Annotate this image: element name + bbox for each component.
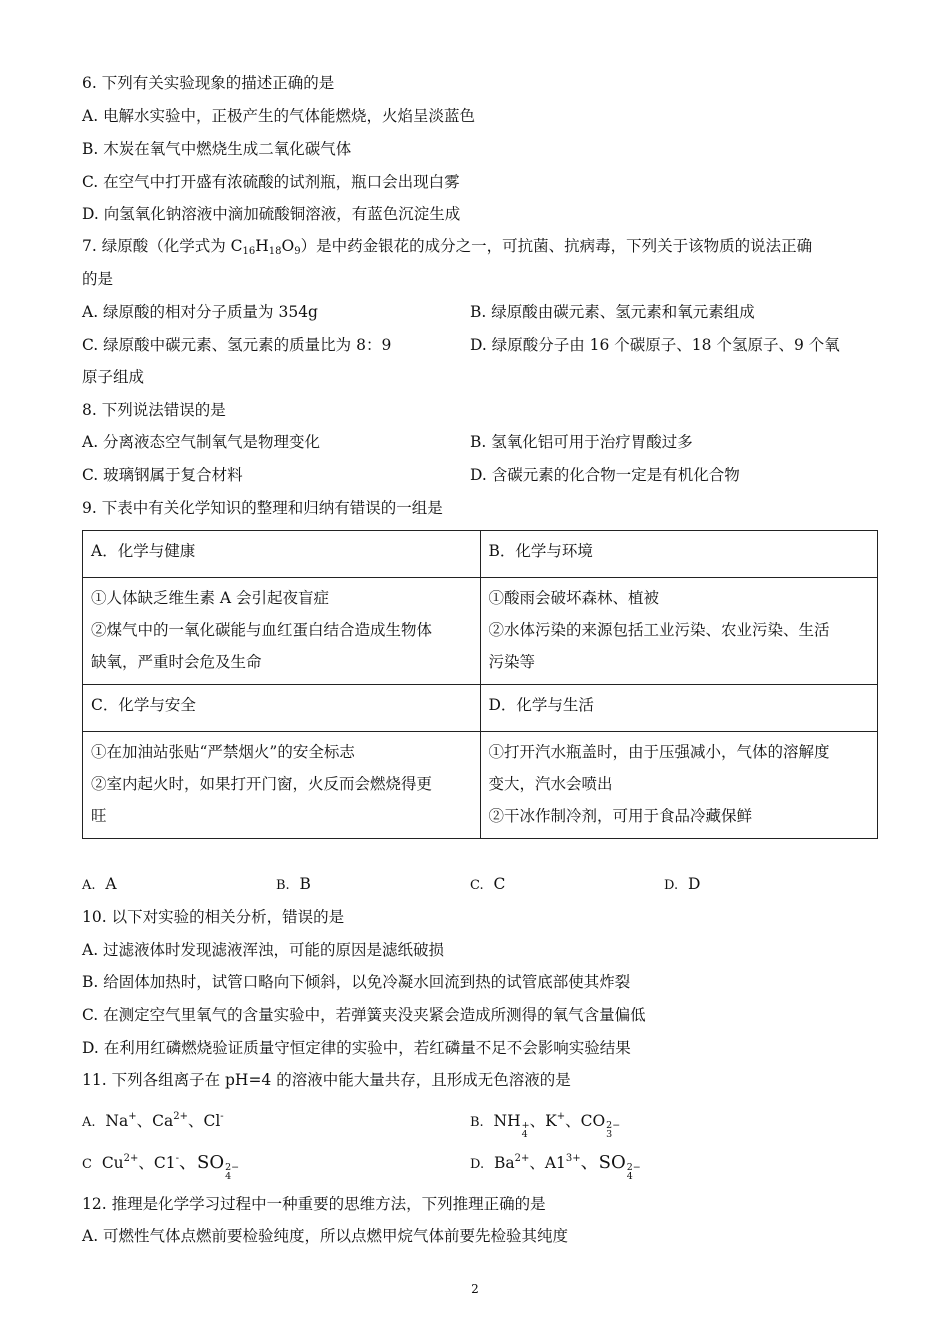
page-number: 2	[471, 1282, 479, 1296]
q7-option-a: A. 绿原酸的相对分子质量为 354g	[82, 303, 318, 321]
q10-stem: 10. 以下对实验的相关分析，错误的是	[82, 908, 345, 926]
q6-option-c: C. 在空气中打开盛有浓硫酸的试剂瓶，瓶口会出现白雾	[82, 173, 460, 191]
table-head-c: C．化学与安全	[83, 685, 481, 732]
q7-stem-line2: 的是	[82, 270, 114, 288]
table-head-b: B．化学与环境	[480, 531, 878, 578]
q10-option-c: C. 在测定空气里氧气的含量实验中，若弹簧夹没夹紧会造成所测得的氧气含量偏低	[82, 1006, 646, 1024]
q7-option-c: C. 绿原酸中碳元素、氢元素的质量比为 8：9	[82, 336, 392, 354]
q6-option-a: A. 电解水实验中，正极产生的气体能燃烧，火焰呈淡蓝色	[82, 107, 476, 125]
q8-option-b: B. 氢氧化铝可用于治疗胃酸过多	[470, 433, 693, 451]
q11-stem: 11. 下列各组离子在 pH=4 的溶液中能大量共存，且形成无色溶液的是	[82, 1071, 571, 1089]
q9-option-b: B. B	[276, 875, 311, 893]
q11-option-c: C $Cu^{2+}$、C1-、SO 2− 4	[82, 1152, 240, 1182]
q7-option-d-cont: 原子组成	[82, 368, 145, 386]
q12-option-a: A. 可燃性气体点燃前要检验纯度，所以点燃甲烷气体前要先检验其纯度	[82, 1227, 569, 1245]
q7-option-d: D. 绿原酸分子由 16 个碳原子、18 个氢原子、9 个氧	[470, 336, 840, 354]
q11-option-a: A. Na+、$Ca^{2+}$、Cl-	[82, 1111, 224, 1130]
table-cell-a: ①人体缺乏维生素 A 会引起夜盲症 ②煤气中的一氧化碳能与血红蛋白结合造成生物体 缺氧，严重时会危及生命	[83, 578, 481, 685]
q8-option-a: A. 分离液态空气制氧气是物理变化	[82, 433, 321, 451]
q8-stem: 8. 下列说法错误的是	[82, 401, 226, 419]
q7-stem: 7. 绿原酸（化学式为 $C_{16}H_{18}O_9$）是中药金银花的成分之一，可抗菌、抗病毒，下列关于该物质的说法正确	[82, 237, 813, 257]
table-cell-b: ①酸雨会破坏森林、植被 ②水体污染的来源包括工业污染、农业污染、生活 污染等	[480, 578, 878, 685]
q6-option-d: D. 向氢氧化钠溶液中滴加硫酸铜溶液，有蓝色沉淀生成	[82, 205, 461, 223]
table-cell-c: ①在加油站张贴“严禁烟火”的安全标志 ②室内起火时，如果打开门窗，火反而会燃烧得更 旺	[83, 732, 481, 839]
q8-option-c: C. 玻璃钢属于复合材料	[82, 466, 243, 484]
q8-option-d: D. 含碳元素的化合物一定是有机化合物	[470, 466, 740, 484]
table-head-d: D．化学与生活	[480, 685, 878, 732]
q6-stem: 6. 下列有关实验现象的描述正确的是	[82, 74, 335, 92]
q9-option-a: A. A	[82, 875, 117, 893]
q6-option-b: B. 木炭在氧气中燃烧生成二氧化碳气体	[82, 140, 352, 158]
q9-option-d: D. D	[664, 875, 701, 893]
q11-option-b: B. NH + 4 、K+、CO 2− 3	[470, 1111, 621, 1140]
q9-stem: 9. 下表中有关化学知识的整理和归纳有错误的一组是	[82, 499, 443, 517]
table-cell-d: ①打开汽水瓶盖时，由于压强减小，气体的溶解度 变大，汽水会喷出 ②干冰作制冷剂，可用于食品冷藏保鲜	[480, 732, 878, 839]
q9-option-c: C. C	[470, 875, 506, 893]
q11-option-d: D. $Ba^{2+}$、$A1^{3+}$、SO 2− 4	[470, 1152, 641, 1182]
q10-option-d: D. 在利用红磷燃烧验证质量守恒定律的实验中，若红磷量不足不会影响实验结果	[82, 1039, 631, 1057]
q7-option-b: B. 绿原酸由碳元素、氢元素和氧元素组成	[470, 303, 755, 321]
q9-table	[82, 530, 878, 839]
table-head-a: A．化学与健康	[83, 531, 481, 578]
q12-stem: 12. 推理是化学学习过程中一种重要的思维方法，下列推理正确的是	[82, 1195, 546, 1213]
q10-option-a: A. 过滤液体时发现滤液浑浊，可能的原因是滤纸破损	[82, 941, 445, 959]
q10-option-b: B. 给固体加热时，试管口略向下倾斜，以免冷凝水回流到热的试管底部使其炸裂	[82, 973, 631, 991]
